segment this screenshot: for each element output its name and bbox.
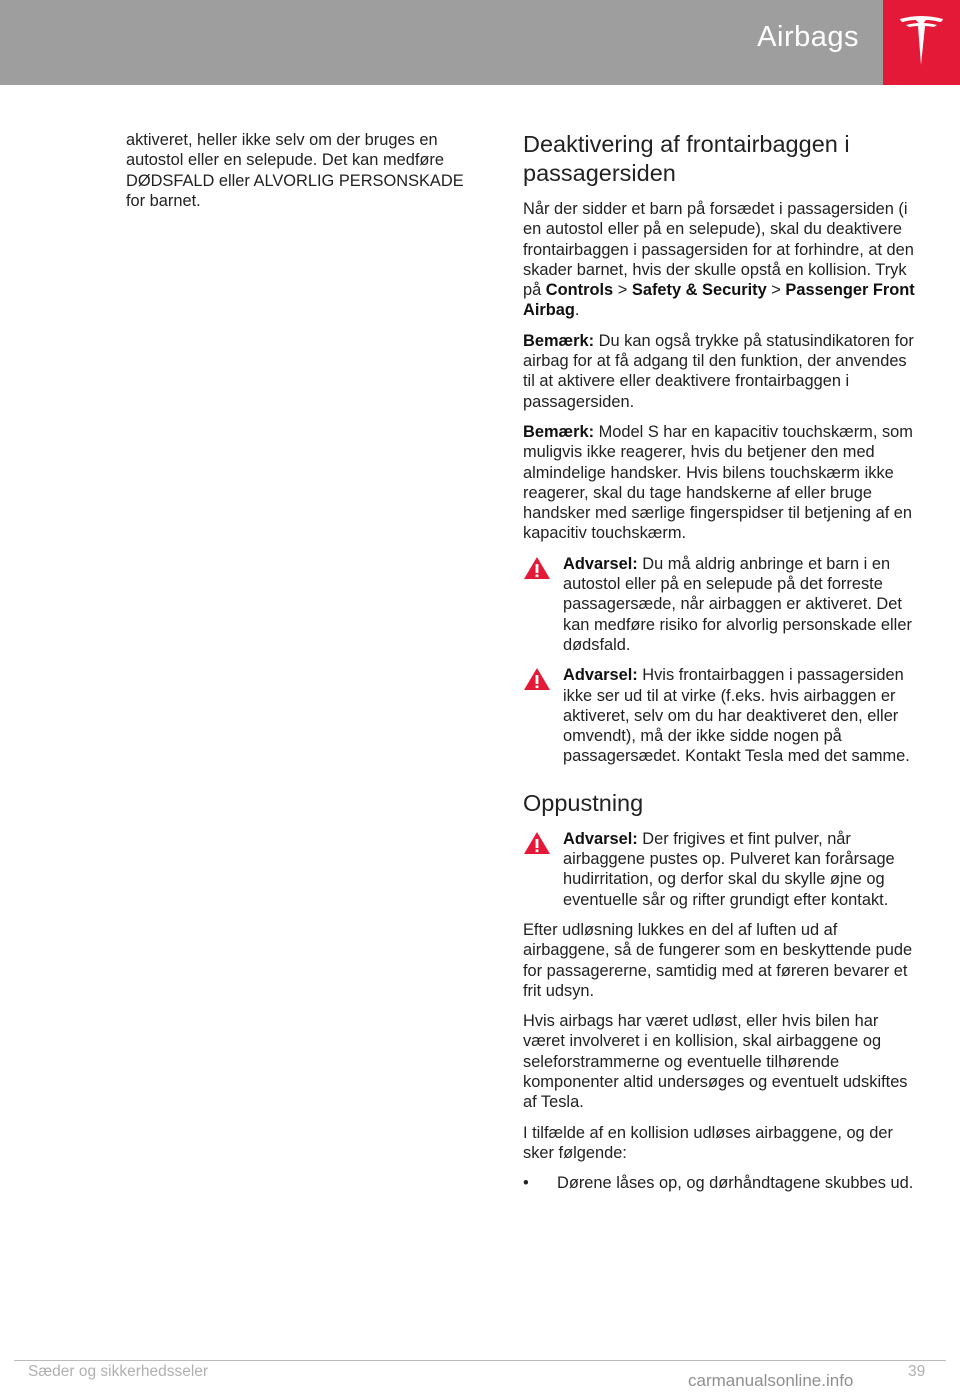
note-text: Model S har en kapacitiv touchskærm, som muligvis ikke reagerer, hvis du betjener den med almindelige handsker. Hvis bilens touchskærm ikke reagerer, skal du tage handskerne af eller bruge handsker med særlige fingerspidser til betjening af en kapacitiv touchskærm. [523, 422, 913, 543]
left-column [126, 130, 471, 221]
header-band [0, 0, 883, 85]
tesla-logo-icon [898, 15, 945, 67]
page-number: 39 [908, 1363, 926, 1380]
warning-text: Hvis frontairbaggen i passagersiden ikke ser ud til at virke (f.eks. hvis airbaggen er aktiveret, selv om du har deaktiveret den, eller omvendt), må der ikke sidde nogen på passagersædet. Kontakt Tesla med det samme. [563, 666, 910, 766]
note-text: Du kan også trykke på statusindikatoren for airbag for at få adgang til den funktion, der anvendes til at aktivere eller deaktivere frontairbaggen i passagersiden. [523, 331, 914, 411]
tesla-logo-badge [883, 0, 960, 85]
page-title: Airbags [757, 21, 859, 53]
deactivation-paragraph [523, 199, 918, 321]
right-column [523, 130, 918, 1193]
footer-divider [14, 1360, 946, 1361]
section-heading-inflation: Oppustning [523, 789, 644, 816]
watermark: carmanualsonline.info [688, 1371, 854, 1390]
body-paragraph: Hvis airbags har været udløst, eller hvis bilen har været involveret i en kollision, skal airbaggene og seleforstrammerne og eventuelle tilhørende komponenter altid undersøges og eventuelt udskiftes af Tesla. [523, 1012, 908, 1112]
menu-separator: > [617, 281, 628, 300]
menu-controls: Controls [545, 281, 614, 300]
note-label: Bemærk: [523, 422, 595, 441]
body-paragraph: I tilfælde af en kollision udløses airbaggene, og der sker følgende: [523, 1123, 893, 1162]
menu-passenger-front-airbag: Passenger Front Airbag [523, 281, 915, 320]
note-paragraph [523, 422, 918, 544]
warning-triangle-icon [523, 667, 551, 691]
warning-label: Advarsel: [563, 829, 638, 848]
list-item [523, 1173, 918, 1193]
warning-block [523, 554, 918, 655]
deactivation-text: Når der sidder et barn på forsædet i passagersiden (i en autostol eller på en selepude), skal du deaktivere frontairbaggen i passagersiden for at forhindre, at den skader barnet, hvis der skulle opstå en kollision. Tryk på [523, 200, 914, 300]
note-label: Bemærk: [523, 331, 595, 350]
warning-text: Der frigives et fint pulver, når airbaggene pustes op. Pulveret kan forårsage hudirritation, og derfor skal du skylle øjne og eventuelle sår og rifter grundigt efter kontakt. [563, 829, 895, 909]
note-paragraph [523, 331, 918, 412]
menu-end: . [574, 301, 580, 320]
menu-safety-security: Safety & Security [631, 281, 767, 300]
warning-text: Du må aldrig anbringe et barn i en autostol eller på en selepude på det forreste passagersæde, når airbaggen er aktiveret. Det kan medføre risiko for alvorlig personskade eller dødsfald. [563, 554, 912, 654]
menu-separator: > [771, 281, 781, 300]
list-item-text: Dørene låses op, og dørhåndtagene skubbes ud. [557, 1174, 914, 1193]
body-paragraph: Efter udløsning lukkes en del af luften ud af airbaggene, så de fungerer som en beskyttende pude for passagererne, samtidig med at føreren bevarer et frit udsyn. [523, 920, 913, 1000]
bullet-marker: • [523, 1174, 529, 1193]
warning-block [523, 665, 918, 766]
section-heading-deactivation: Deaktivering af frontairbaggen i passagersiden [523, 131, 850, 186]
warning-block [523, 829, 918, 910]
warning-label: Advarsel: [563, 554, 638, 573]
warning-label: Advarsel: [563, 666, 638, 685]
warning-triangle-icon [523, 556, 551, 580]
footer-section-label: Sæder og sikkerhedsseler [28, 1363, 209, 1380]
warning-triangle-icon [523, 831, 551, 855]
left-paragraph: aktiveret, heller ikke selv om der bruges en autostol eller en selepude. Det kan medføre DØDSFALD eller ALVORLIG PERSONSKADE for barnet. [126, 131, 464, 210]
